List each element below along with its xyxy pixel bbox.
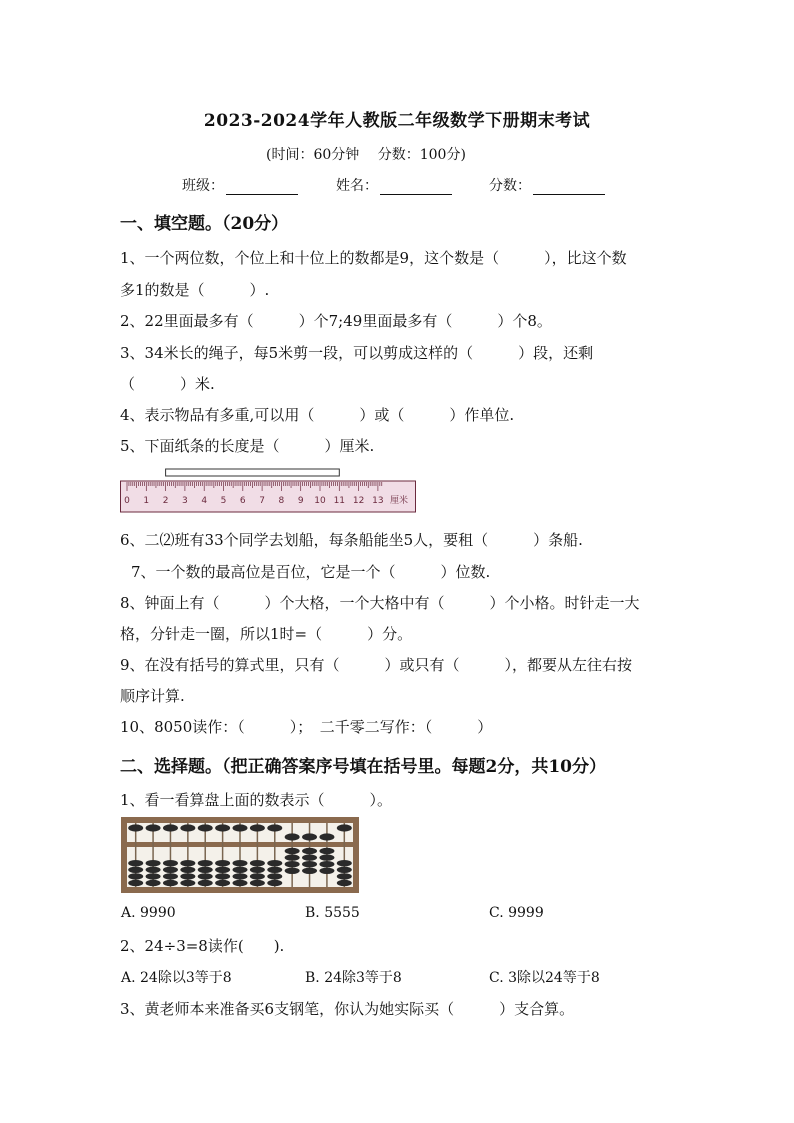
abacus-bead: [250, 867, 265, 873]
abacus-bead: [267, 867, 282, 873]
question-line: 2、22里面最多有（ ）个7;49里面最多有（ ）个8。: [120, 312, 552, 330]
abacus-figure: [121, 817, 359, 893]
abacus-bead: [285, 861, 300, 867]
abacus-bead: [146, 873, 161, 879]
ruler-number: 2: [162, 496, 169, 506]
abacus-bead: [250, 824, 265, 831]
abacus-bead: [319, 861, 334, 867]
abacus-bead: [233, 880, 248, 886]
abacus-bead: [180, 873, 195, 879]
question-line: 2、24÷3=8读作( ).: [120, 937, 285, 955]
ruler-number: 9: [297, 496, 304, 506]
abacus-bead: [337, 860, 352, 866]
question-line: 1、一个两位数，个位上和十位上的数都是9，这个数是（ ），比这个数: [120, 249, 627, 267]
abacus-bead: [180, 867, 195, 873]
score-blank[interactable]: [533, 180, 605, 195]
abacus-bead: [267, 824, 282, 831]
abacus-bead: [285, 868, 300, 874]
abacus-bead: [233, 824, 248, 831]
question-line: 顺序计算.: [120, 687, 185, 705]
ruler-number: 6: [239, 496, 246, 506]
abacus-bead: [198, 873, 213, 879]
option-c[interactable]: C. 3除以24等于8: [489, 970, 600, 986]
question-line: 8、钟面上有（ ）个大格，一个大格中有（ ）个小格。时针走一大: [120, 594, 640, 612]
abacus-bead: [337, 824, 352, 831]
question-line: 4、表示物品有多重,可以用（ ）或（ ）作单位.: [120, 406, 515, 424]
abacus-bead: [215, 867, 230, 873]
abacus-bead: [302, 848, 317, 854]
class-blank[interactable]: [226, 180, 298, 195]
abacus-bead: [215, 824, 230, 831]
option-b[interactable]: B. 24除3等于8: [305, 970, 402, 986]
name-label: 姓名：: [336, 178, 378, 194]
ruler-number: 7: [259, 496, 265, 506]
abacus-bead: [302, 854, 317, 860]
abacus-bead: [302, 833, 317, 840]
abacus-bead: [198, 867, 213, 873]
paper-strip: [166, 469, 340, 476]
question-line: 1、看一看算盘上面的数表示（ ）。: [120, 791, 393, 809]
abacus-bead: [180, 824, 195, 831]
ruler-figure: [120, 466, 416, 514]
question-line: （ ）米.: [120, 375, 215, 393]
ruler-number: 5: [220, 496, 227, 506]
question-line: 3、34米长的绳子，每5米剪一段，可以剪成这样的（ ）段，还剩: [120, 344, 594, 362]
abacus-bead: [285, 848, 300, 854]
abacus-bead: [128, 824, 143, 831]
abacus-bead: [319, 833, 334, 840]
abacus-bead: [215, 880, 230, 886]
abacus-bead: [250, 873, 265, 879]
class-label: 班级：: [182, 178, 224, 194]
ruler-unit: 厘米: [390, 496, 409, 506]
abacus-bead: [128, 880, 143, 886]
abacus-bead: [267, 860, 282, 866]
ruler-number: 11: [333, 496, 346, 506]
abacus-bead: [233, 867, 248, 873]
ruler-number: 8: [278, 496, 285, 506]
score-label: 分数：: [489, 178, 531, 194]
abacus-bead: [285, 854, 300, 860]
ruler-number: 3: [182, 496, 188, 506]
abacus-bead: [146, 867, 161, 873]
exam-time-score: (时间：60分钟 分数：100分): [266, 147, 466, 163]
ruler-number: 10: [314, 496, 326, 506]
abacus-bead: [163, 873, 178, 879]
ruler-number: 13: [372, 496, 384, 506]
option-c[interactable]: C. 9999: [489, 905, 544, 921]
abacus-bead: [285, 833, 300, 840]
abacus-bead: [163, 860, 178, 866]
abacus-bead: [250, 860, 265, 866]
abacus-bead: [128, 867, 143, 873]
abacus-bead: [302, 868, 317, 874]
section-choice-heading: 二、选择题。（把正确答案序号填在括号里。每题2分，共10分）: [120, 757, 606, 777]
abacus-bead: [319, 848, 334, 854]
option-b[interactable]: B. 5555: [305, 905, 360, 921]
score-field: [489, 175, 605, 195]
page-title: 2023-2024学年人教版二年级数学下册期末考试: [203, 111, 591, 131]
class-field: [182, 175, 298, 195]
ruler-number: 0: [124, 496, 130, 506]
ruler-number: 1: [143, 496, 150, 506]
abacus-bead: [319, 868, 334, 874]
name-blank[interactable]: [380, 180, 452, 195]
abacus-bead: [198, 860, 213, 866]
question-line: 6、二⑵班有33个同学去划船，每条船能坐5人，要租（ ）条船.: [120, 531, 583, 549]
abacus-bead: [267, 880, 282, 886]
question-line: 5、下面纸条的长度是（ ）厘米.: [120, 437, 375, 455]
abacus-bead: [233, 873, 248, 879]
abacus-bead: [233, 860, 248, 866]
abacus-bead: [198, 824, 213, 831]
abacus-bead: [319, 854, 334, 860]
abacus-bead: [128, 860, 143, 866]
abacus-bead: [163, 867, 178, 873]
abacus-bead: [337, 880, 352, 886]
abacus-bead: [146, 824, 161, 831]
abacus-bead: [180, 860, 195, 866]
question-line: 9、在没有括号的算式里，只有（ ）或只有（ ），都要从左往右按: [120, 656, 633, 674]
abacus-bead: [163, 824, 178, 831]
abacus-bead: [267, 873, 282, 879]
name-field: [336, 175, 452, 195]
ruler-number: 4: [201, 496, 208, 506]
question-line: 7、一个数的最高位是百位，它是一个（ ）位数.: [131, 563, 491, 581]
ruler-image: [120, 466, 416, 514]
abacus-bead: [146, 880, 161, 886]
abacus-bead: [146, 860, 161, 866]
abacus-bead: [215, 873, 230, 879]
question-line: 10、8050读作：（ ）； 二千零二写作：（ ）: [120, 718, 493, 736]
section-fill-in-heading: 一、填空题。（20分）: [120, 214, 289, 234]
ruler-number: 12: [352, 496, 365, 506]
option-a[interactable]: A. 9990: [121, 905, 176, 921]
abacus-bead: [180, 880, 195, 886]
option-a[interactable]: A. 24除以3等于8: [121, 970, 232, 986]
question-line: 3、黄老师本来准备买6支钢笔，你认为她实际买（ ）支合算。: [120, 1000, 575, 1018]
abacus-bead: [302, 861, 317, 867]
abacus-bead: [128, 873, 143, 879]
abacus-bead: [163, 880, 178, 886]
abacus-bead: [198, 880, 213, 886]
abacus-bead: [337, 867, 352, 873]
question-line: 格，分针走一圈，所以1时=（ ）分。: [120, 625, 413, 643]
abacus-image: [121, 817, 359, 893]
abacus-bead: [215, 860, 230, 866]
abacus-bead: [337, 873, 352, 879]
question-line: 多1的数是（ ）.: [120, 281, 270, 299]
abacus-bead: [250, 880, 265, 886]
